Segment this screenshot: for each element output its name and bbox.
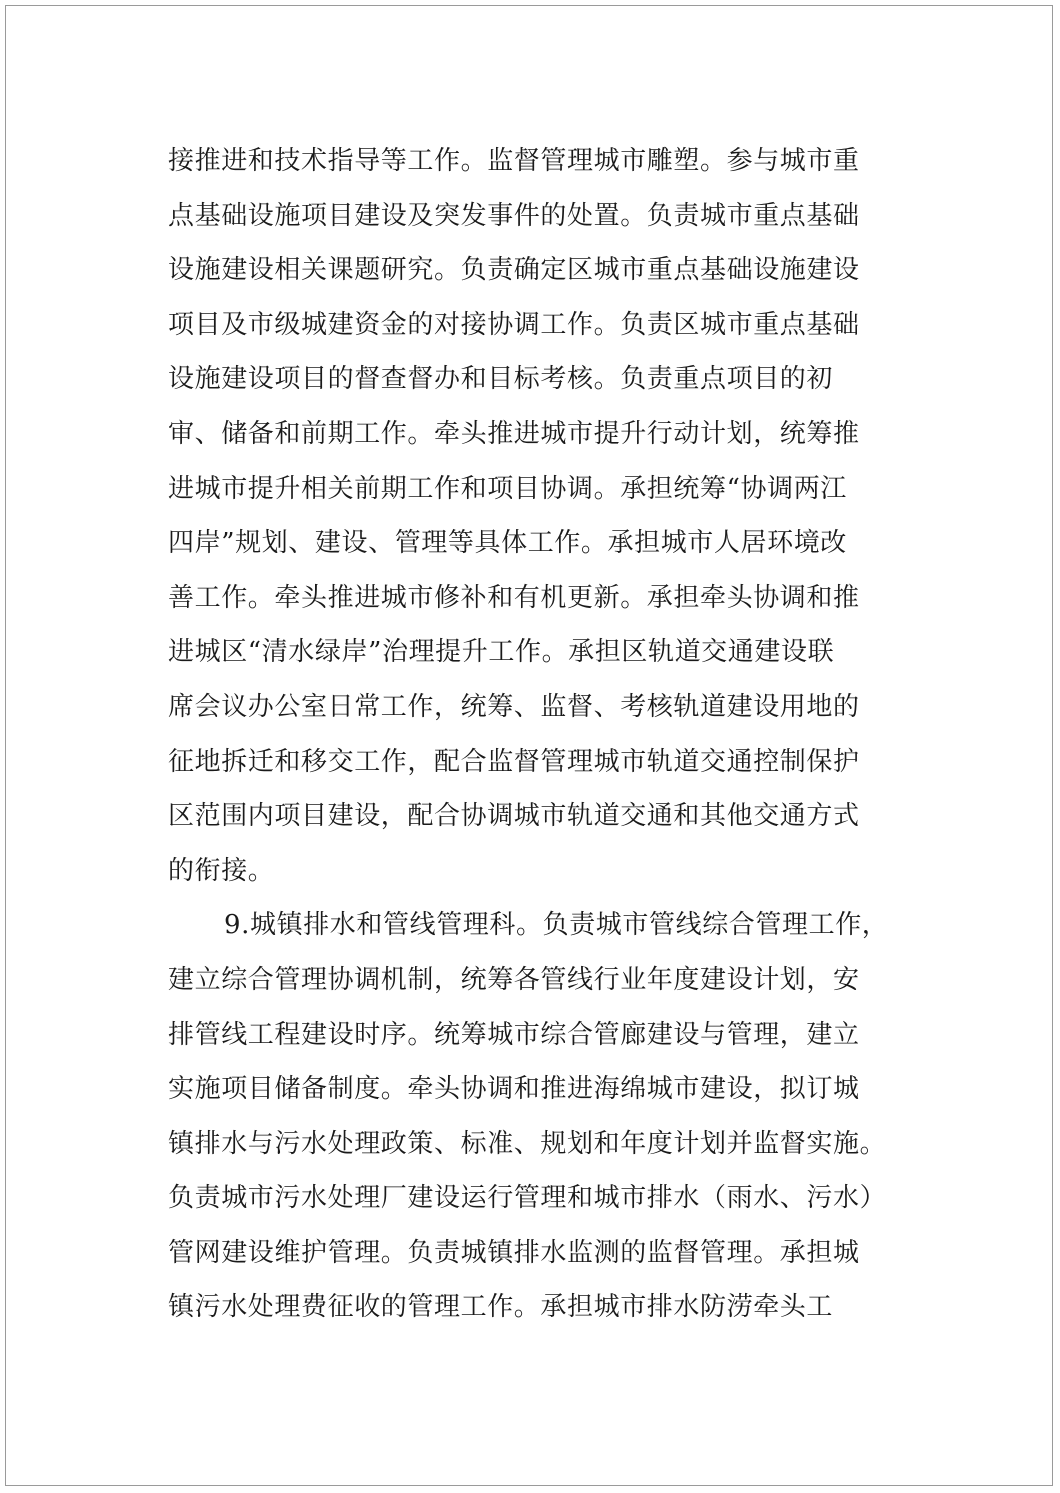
text-line: 管网建设维护管理。负责城镇排水监测的监督管理。承担城 [168,1237,860,1268]
text-line: 善工作。牵头推进城市修补和有机更新。承担牵头协调和推 [168,582,860,613]
paragraph-1 [168,134,903,898]
text-line: 点基础设施项目建设及突发事件的处置。负责城市重点基础 [168,200,860,231]
text-line: 镇排水与污水处理政策、标准、规划和年度计划并监督实施。 [168,1128,887,1159]
text-line: 接推进和技术指导等工作。监督管理城市雕塑。参与城市重 [168,146,860,176]
text-line: 镇污水处理费征收的管理工作。承担城市排水防涝牵头工 [168,1292,834,1323]
text-line: 审、储备和前期工作。牵头推进城市提升行动计划，统筹推 [168,418,860,449]
text-line: 实施项目储备制度。牵头协调和推进海绵城市建设，拟订城 [168,1074,860,1105]
text-line: 建立综合管理协调机制，统筹各管线行业年度建设计划，安 [168,964,860,995]
text-line: 项目及市级城建资金的对接协调工作。负责区城市重点基础 [168,309,860,340]
document-page [5,5,1053,1486]
text-line: 的衔接。 [168,855,275,886]
text-line: 负责城市污水处理厂建设运行管理和城市排水（雨水、污水） [168,1183,887,1214]
text-line: 排管线工程建设时序。统筹城市综合管廊建设与管理，建立 [168,1019,860,1050]
paragraph-2 [168,898,903,1335]
text-line: 进城市提升相关前期工作和项目协调。承担统筹“协调两江 [168,473,847,504]
text-line: 区范围内项目建设，配合协调城市轨道交通和其他交通方式 [168,801,860,832]
text-line: 征地拆迁和移交工作，配合监督管理城市轨道交通控制保护 [168,746,860,777]
text-line: 进城区“清水绿岸”治理提升工作。承担区轨道交通建设联 [168,637,835,668]
text-line: 设施建设项目的督查督办和目标考核。负责重点项目的初 [168,364,834,395]
text-line: 设施建设相关课题研究。负责确定区城市重点基础设施建设 [168,255,860,286]
document-body [168,134,903,1335]
text-line: 四岸”规划、建设、管理等具体工作。承担城市人居环境改 [168,528,847,559]
text-line: 席会议办公室日常工作，统筹、监督、考核轨道建设用地的 [168,691,860,722]
text-line-indented: 9.城镇排水和管线管理科。负责城市管线综合管理工作， [224,910,889,941]
